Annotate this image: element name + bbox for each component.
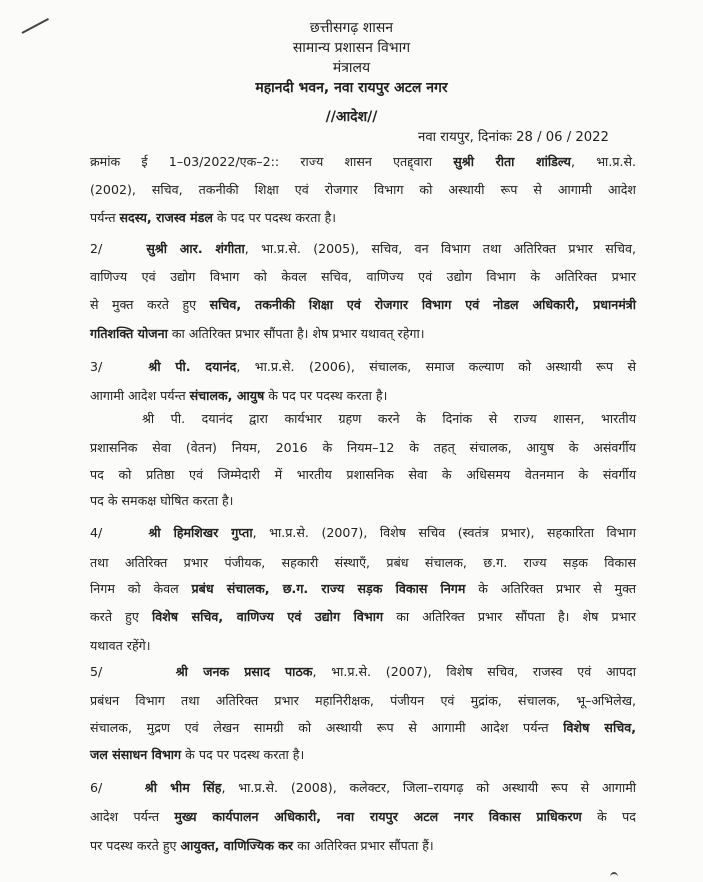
- paragraph-p4-line: [90, 608, 636, 626]
- bold-text: प्रबंध संचालक, छ.ग. राज्य सड़क विकास निगम: [191, 581, 466, 596]
- text: के पद पर पदस्थ करता है।: [264, 388, 388, 403]
- text: का अतिरिक्त प्रभार सौंपता है। शेष प्रभार यथावत् रहेगा।: [167, 326, 425, 341]
- text: करते हुए: [90, 609, 152, 624]
- text: के पद: [581, 809, 636, 824]
- text: आगामी आदेश पर्यन्त: [90, 388, 190, 403]
- paragraph-p3b-line: [90, 492, 233, 510]
- paragraph-p5-line: [90, 692, 636, 710]
- paragraph-p2-line: [90, 325, 425, 343]
- paragraph-p4-line: [90, 580, 636, 598]
- header-line-1: छत्तीसगढ़ शासन: [309, 20, 394, 36]
- bold-text: श्री जनक प्रसाद पाठक: [175, 664, 313, 679]
- text: के पद पर पदस्थ करता है।: [181, 747, 305, 762]
- paragraph-p6-line: [90, 837, 434, 855]
- paragraph-p4-line: [90, 554, 636, 572]
- text: , भा.प्र.से.: [570, 154, 637, 169]
- text: संचालक, मुद्रण एवं लेखन सामग्री को अस्थायी रूप से आगामी आदेश पर्यन्त: [90, 720, 564, 735]
- text: तथा अतिरिक्त प्रभार पंजीयक, सहकारी संस्थाएँ, प्रबंध संचालक, छ.ग. राज्य सड़क विकास: [90, 555, 636, 570]
- bold-text: सदस्य, राजस्व मंडल: [119, 210, 213, 225]
- bold-text: श्री हिमशिखर गुप्ता: [148, 525, 253, 540]
- text: पद के समकक्ष घोषित करता है।: [90, 493, 234, 508]
- text: के पद पर पदस्थ करता है।: [212, 210, 337, 225]
- paragraph-p2-line: [90, 296, 636, 314]
- text: , भा.प्र.से. (2006), संचालक, समाज कल्याण को अस्थायी रूप से: [236, 359, 636, 374]
- text: का अतिरिक्त प्रभार सौंपता है। शेष प्रभार: [383, 609, 636, 624]
- paragraph-p3-line: [90, 358, 636, 376]
- text: (2002), सचिव, तकनीकी शिक्षा एवं रोजगार विभाग को अस्थायी रूप से आगामी आदेश: [90, 182, 636, 197]
- text: पर्यन्त: [90, 210, 120, 225]
- paragraph-p6-line: [90, 779, 636, 797]
- text: निगम को केवल: [90, 581, 192, 596]
- text: , भा.प्र.से. (2007), विशेष सचिव (स्वतंत्र प्रभार), सहकारिता विभाग: [252, 525, 636, 540]
- paragraph-p5-line: [90, 746, 304, 764]
- bold-text: विशेष सचिव,: [563, 720, 636, 735]
- order-title: //आदेश//: [325, 109, 378, 125]
- text: वाणिज्य एवं उद्योग विभाग को केवल सचिव, वाणिज्य एवं उद्योग विभाग के अतिरिक्त प्रभार: [90, 269, 636, 284]
- text: आदेश पर्यन्त: [90, 809, 175, 824]
- paragraph-p1-line: [90, 209, 336, 227]
- text: 3/: [90, 359, 117, 374]
- header-line-4: महानदी भवन, नवा रायपुर अटल नगर: [255, 80, 448, 96]
- paragraph-p4-line: [90, 524, 636, 542]
- header-line-2: सामान्य प्रशासन विभाग: [292, 40, 411, 56]
- paragraph-p3b-line: [142, 410, 636, 428]
- text: , भा.प्र.से. (2008), कलेक्टर, जिला–रायगढ़ को अस्थायी रूप से आगामी: [221, 780, 636, 795]
- text: प्रबंधन विभाग तथा अतिरिक्त प्रभार महानिरीक्षक, पंजीयन एवं मुद्रांक, संचालक, भू–अभिलेख,: [90, 693, 636, 708]
- text: , भा.प्र.से. (2005), सचिव, वन विभाग तथा अतिरिक्त प्रभार सचिव,: [244, 241, 636, 256]
- text: 4/: [90, 525, 115, 540]
- text: 5/: [90, 664, 118, 679]
- text: क्रमांक ई 1–03/2022/एक–2:: राज्य शासन एतद्द्वारा: [90, 154, 454, 169]
- text: 6/: [90, 780, 116, 795]
- bold-text: सुश्री रीता शांडिल्य: [453, 154, 571, 169]
- letterhead: [0, 18, 703, 98]
- text: के अतिरिक्त प्रभार से मुक्त: [465, 581, 636, 596]
- paragraph-p6-line: [90, 808, 636, 826]
- paragraph-p3b-line: [90, 439, 636, 457]
- bold-text: गतिशक्ति योजना: [90, 326, 168, 341]
- text: श्री पी. दयानंद द्वारा कार्यभार ग्रहण करने के दिनांक से राज्य शासन, भारतीय: [142, 411, 636, 426]
- bold-text: श्री पी. दयानंद: [148, 359, 237, 374]
- bold-text: सुश्री आर. शंगीता: [146, 241, 245, 256]
- text: यथावत रहेंगे।: [90, 638, 151, 653]
- paragraph-p2-line: [90, 268, 636, 286]
- text: से मुक्त करते हुए: [90, 297, 210, 312]
- header-line-3: मंत्रालय: [332, 60, 371, 76]
- text: का अतिरिक्त प्रभार सौंपता हैं।: [293, 838, 434, 853]
- paragraph-p5-line: [90, 663, 636, 681]
- bold-text: आयुक्त, वाणिज्यिक कर: [180, 838, 294, 853]
- paragraph-p2-line: [90, 240, 636, 258]
- paragraph-p4-line: [90, 637, 151, 655]
- paragraph-p1-line: [90, 153, 636, 171]
- bold-text: मुख्य कार्यपालन अधिकारी, नवा रायपुर अटल नगर विकास प्राधिकरण: [174, 809, 582, 824]
- bold-text: जल संसाधन विभाग: [90, 747, 182, 762]
- text: पर पदस्थ करते हुए: [90, 838, 181, 853]
- bold-text: विशेष सचिव, वाणिज्य एवं उद्योग विभाग: [151, 609, 384, 624]
- paragraph-p5-line: [90, 719, 636, 737]
- text: , भा.प्र.से. (2007), विशेष सचिव, राजस्व एवं आपदा: [312, 664, 636, 679]
- paragraph-p1-line: [90, 181, 636, 199]
- order-title-wrap: [0, 107, 703, 127]
- text: प्रशासनिक सेवा (वेतन) नियम, 2016 के नियम–12 के तहत् संचालक, आयुष के असंवर्गीय: [90, 440, 636, 455]
- paragraph-p3b-line: [90, 466, 636, 484]
- text: 2/: [90, 241, 115, 256]
- text: पद को प्रतिष्ठा एवं जिम्मेदारी में भारतीय प्रशासनिक सेवा के अधिसमय वेतनमान के संवर्गीय: [90, 467, 636, 482]
- paragraph-p3-line: [90, 387, 387, 405]
- bold-text: श्री भीम सिंह: [144, 780, 222, 795]
- order-date: नवा रायपुर, दिनांकः 28 / 06 / 2022: [418, 130, 609, 145]
- bold-text: सचिव, तकनीकी शिक्षा एवं रोजगार विभाग एवं नोडल अधिकारी, प्रधानमंत्री: [209, 297, 637, 312]
- bold-text: संचालक, आयुष: [189, 388, 265, 403]
